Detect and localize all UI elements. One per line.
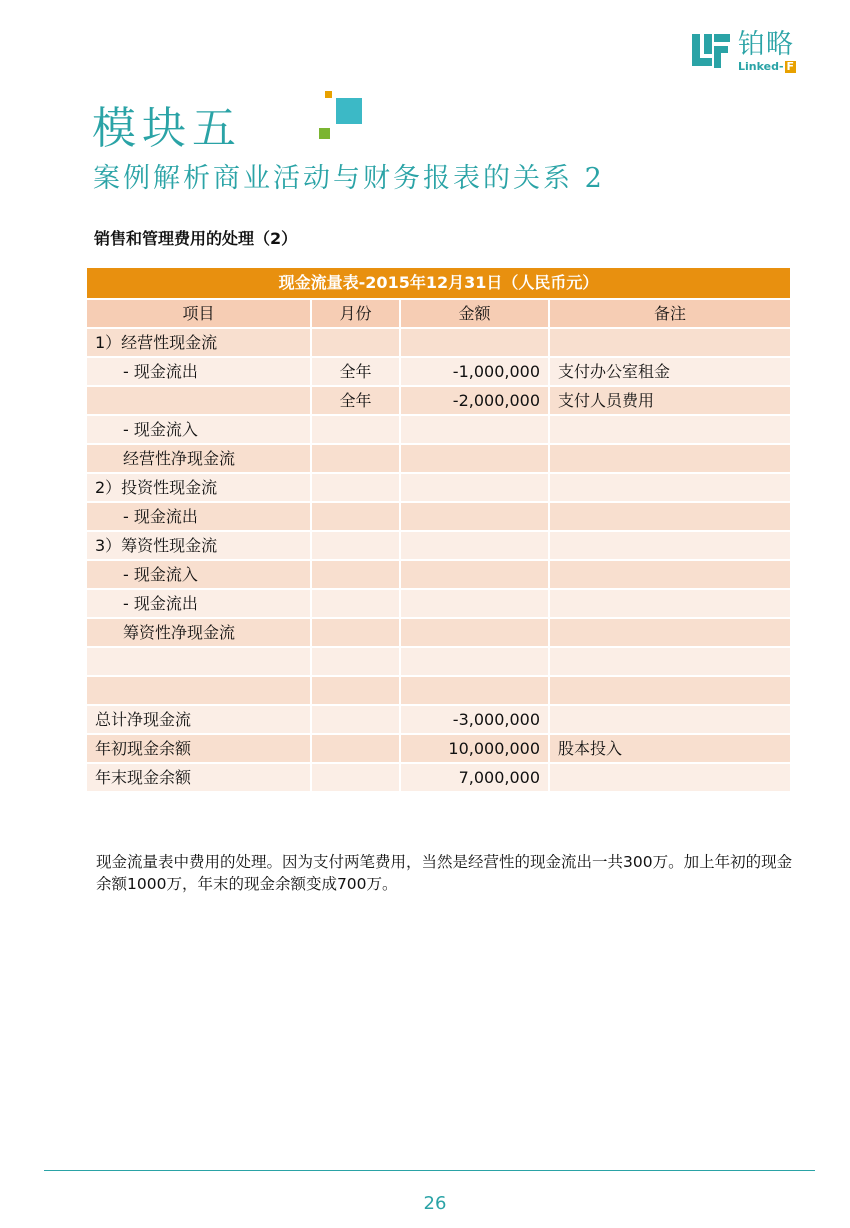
cell-month (311, 589, 400, 618)
cell-amount (400, 328, 549, 357)
cell-month (311, 444, 400, 473)
table-row (86, 444, 791, 473)
cell-month (311, 560, 400, 589)
cell-month (311, 763, 400, 792)
cell-month (311, 502, 400, 531)
table-row (86, 560, 791, 589)
table-row (86, 386, 791, 415)
cell-item (86, 386, 311, 415)
cell-amount (400, 560, 549, 589)
cell-note (549, 415, 791, 444)
cell-note: 支付人员费用 (549, 386, 791, 415)
cell-month (311, 473, 400, 502)
cell-note (549, 676, 791, 705)
table-row (86, 531, 791, 560)
logo-name-cn: 铂略 (738, 29, 794, 60)
cell-month: 全年 (311, 357, 400, 386)
cell-note (549, 473, 791, 502)
table-title: 现金流量表-2015年12月31日（人民币元） (86, 267, 791, 299)
cell-item: - 现金流出 (86, 589, 311, 618)
cell-month: 全年 (311, 386, 400, 415)
table-row (86, 415, 791, 444)
green-square (319, 128, 330, 139)
table-row (86, 473, 791, 502)
cell-month (311, 531, 400, 560)
cell-amount: -3,000,000 (400, 705, 549, 734)
cell-item (86, 647, 311, 676)
cell-item: - 现金流出 (86, 502, 311, 531)
cell-amount (400, 444, 549, 473)
cell-amount: 10,000,000 (400, 734, 549, 763)
table-row (86, 328, 791, 357)
cell-item: - 现金流出 (86, 357, 311, 386)
orange-square (325, 91, 332, 98)
cell-note (549, 531, 791, 560)
column-header-amount: 金额 (400, 299, 549, 328)
cell-item: 总计净现金流 (86, 705, 311, 734)
cell-note (549, 647, 791, 676)
cell-note (549, 502, 791, 531)
cell-month (311, 415, 400, 444)
table-title-row (86, 267, 791, 299)
footer-divider (44, 1170, 815, 1171)
cash-flow-table (85, 266, 792, 793)
cell-note (549, 444, 791, 473)
cell-month (311, 647, 400, 676)
cell-amount (400, 618, 549, 647)
cell-month (311, 618, 400, 647)
cell-amount: -2,000,000 (400, 386, 549, 415)
table-row (86, 618, 791, 647)
cell-item: - 现金流入 (86, 560, 311, 589)
cell-note (549, 705, 791, 734)
summary-paragraph: 现金流量表中费用的处理。因为支付两笔费用，当然是经营性的现金流出一共300万。加上年初的现金余额1000万，年末的现金余额变成700万。 (96, 853, 793, 893)
logo-name-en-box: F (786, 60, 795, 73)
module-title: 模块五 (92, 103, 242, 154)
cell-month (311, 676, 400, 705)
cell-month (311, 705, 400, 734)
teal-square (336, 98, 362, 124)
cell-item: 2）投资性现金流 (86, 473, 311, 502)
column-header-item: 项目 (86, 299, 311, 328)
logo-name-en-text: Linked- (738, 60, 784, 73)
table-row (86, 763, 791, 792)
logo-name-en (738, 61, 796, 73)
cell-month (311, 328, 400, 357)
table-header-row (86, 299, 791, 328)
cell-note (549, 618, 791, 647)
cell-item: 1）经营性现金流 (86, 328, 311, 357)
cell-item: 筹资性净现金流 (86, 618, 311, 647)
cell-note (549, 560, 791, 589)
cell-note (549, 589, 791, 618)
cell-amount (400, 531, 549, 560)
table-row (86, 705, 791, 734)
cell-amount (400, 473, 549, 502)
table-row (86, 647, 791, 676)
table-row (86, 676, 791, 705)
cell-amount (400, 415, 549, 444)
cell-item (86, 676, 311, 705)
cell-amount: -1,000,000 (400, 357, 549, 386)
page-number: 26 (423, 1193, 447, 1214)
table-row (86, 589, 791, 618)
cell-amount (400, 676, 549, 705)
cell-month (311, 734, 400, 763)
table-row (86, 357, 791, 386)
cell-note: 支付办公室租金 (549, 357, 791, 386)
cell-amount (400, 647, 549, 676)
cell-item: 经营性净现金流 (86, 444, 311, 473)
cell-item: - 现金流入 (86, 415, 311, 444)
cell-item: 年初现金余额 (86, 734, 311, 763)
brand-logo (692, 29, 817, 74)
cell-note (549, 763, 791, 792)
column-header-month: 月份 (311, 299, 400, 328)
column-header-note: 备注 (549, 299, 791, 328)
cell-item: 3）筹资性现金流 (86, 531, 311, 560)
section-heading: 销售和管理费用的处理（2） (94, 229, 298, 248)
cell-note: 股本投入 (549, 734, 791, 763)
cell-item: 年末现金余额 (86, 763, 311, 792)
cell-amount (400, 589, 549, 618)
table-body (86, 328, 791, 792)
page-subtitle: 案例解析商业活动与财务报表的关系 2 (93, 163, 605, 194)
logo-mark-icon (692, 32, 732, 72)
cell-amount (400, 502, 549, 531)
decorative-squares-icon (314, 88, 366, 144)
cell-note (549, 328, 791, 357)
table-row (86, 734, 791, 763)
table-row (86, 502, 791, 531)
cell-amount: 7,000,000 (400, 763, 549, 792)
